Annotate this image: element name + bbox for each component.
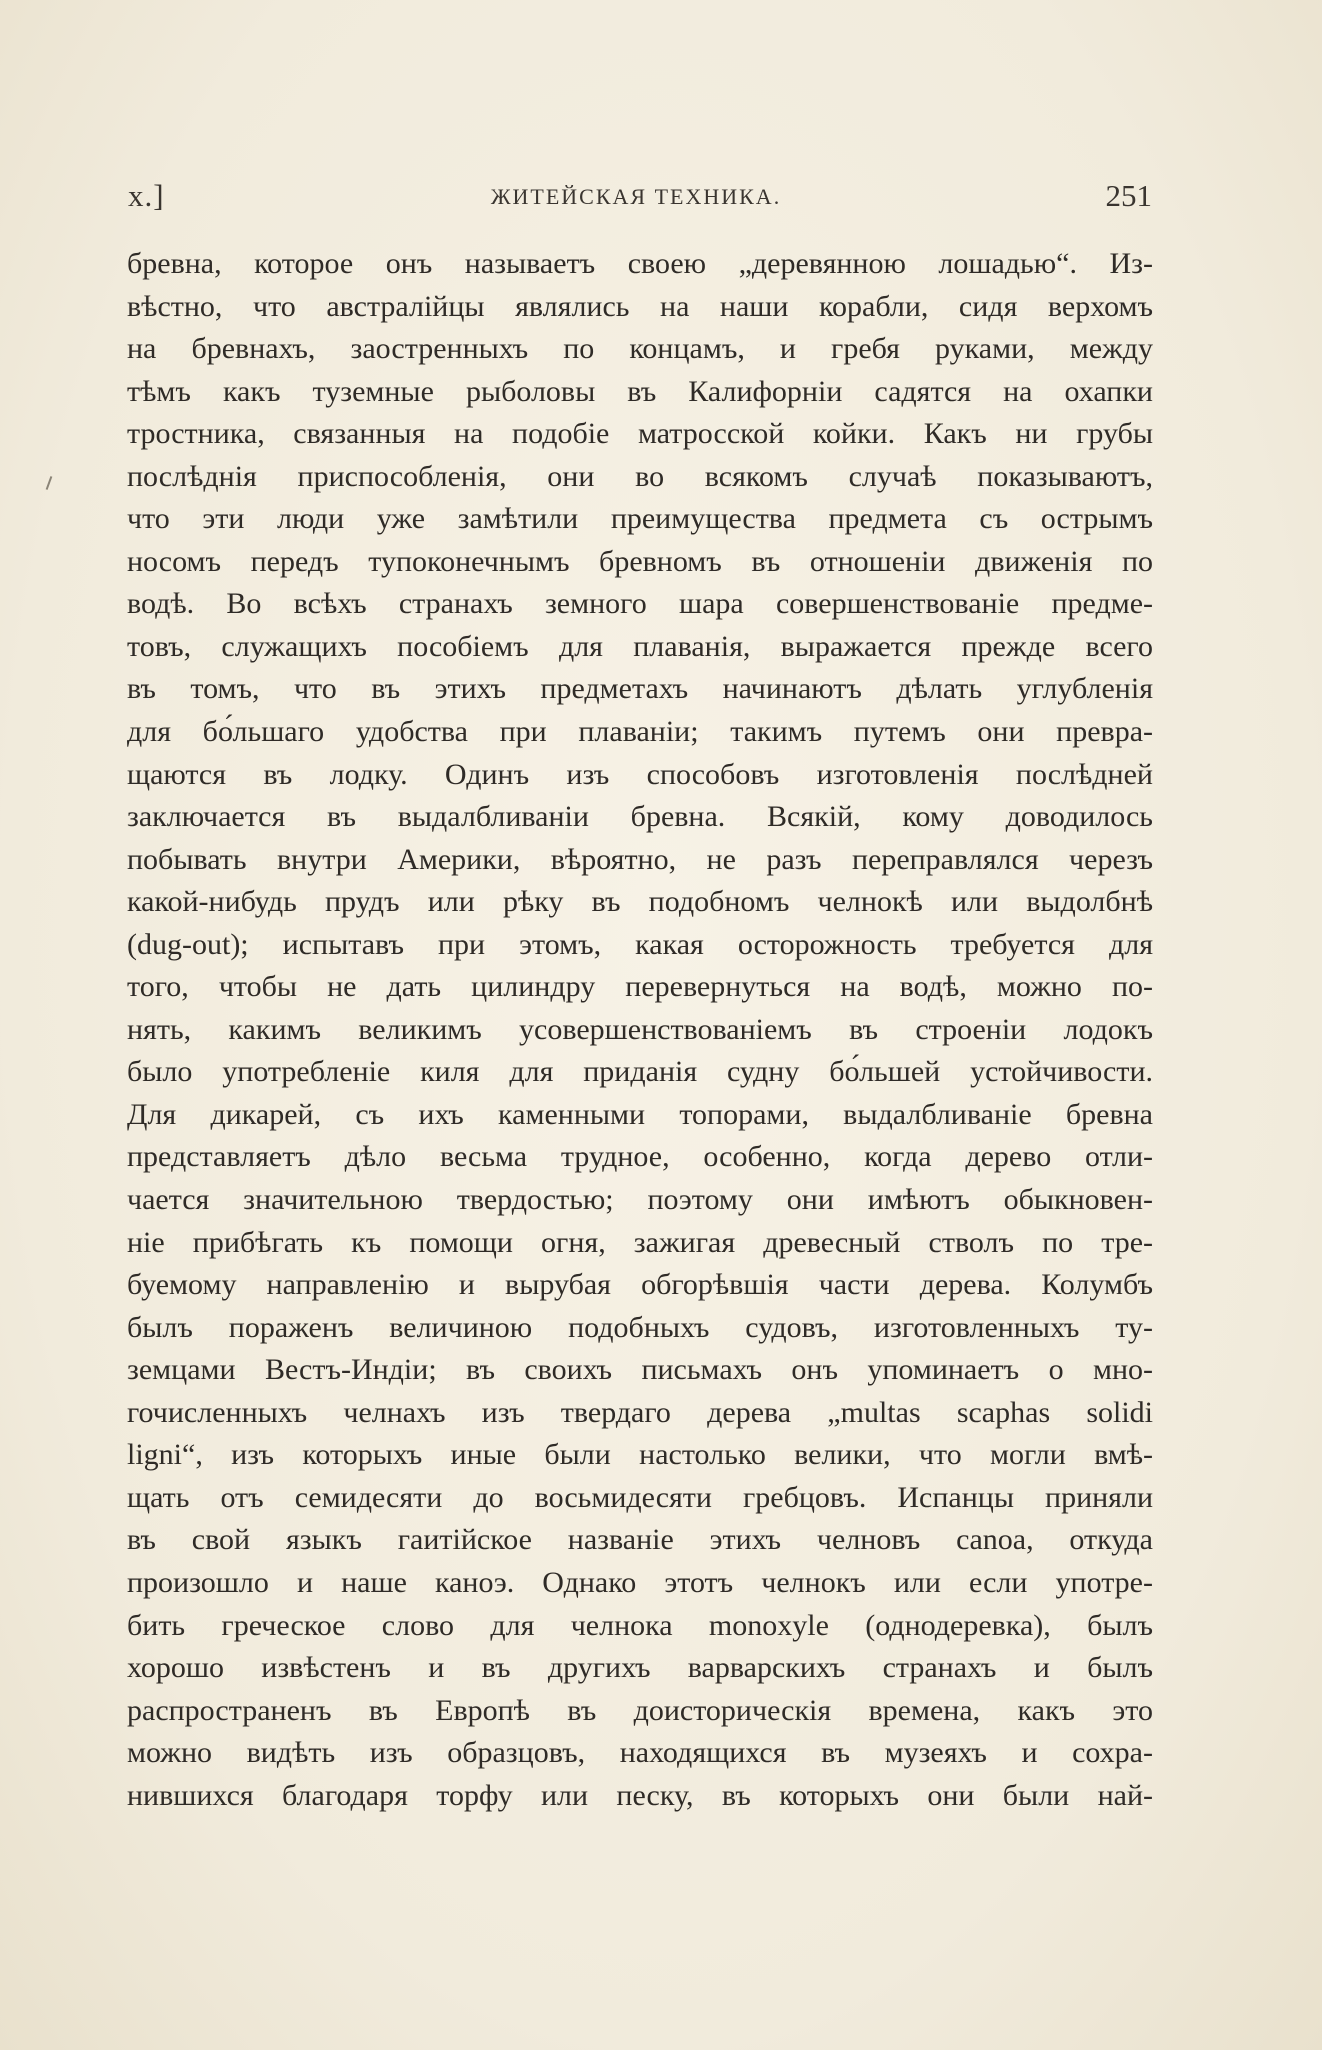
margin-mark <box>46 476 53 490</box>
text-line: произошло и наше каноэ. Однако этотъ челнокъ или если употре- <box>127 1565 1153 1599</box>
body-text <box>127 243 1153 1817</box>
chapter-marker: x.] <box>128 178 165 213</box>
text-line: (dug-out); испытавъ при этомъ, какая осторожность требуется для <box>127 927 1153 961</box>
text-line: распространенъ въ Европѣ въ доисторическія времена, какъ это <box>127 1693 1153 1727</box>
text-line: какой-нибудь прудъ или рѣку въ подобномъ челнокѣ или выдолбнѣ <box>127 885 1153 919</box>
running-title: ЖИТЕЙСКАЯ ТЕХНИКА. <box>490 184 782 209</box>
text-line: послѣднія приспособленія, они во всякомъ случаѣ показываютъ, <box>127 459 1153 493</box>
text-line: щать отъ семидесяти до восьмидесяти гребцовъ. Испанцы приняли <box>127 1480 1153 1514</box>
running-header <box>120 178 1152 222</box>
text-line: чается значительною твердостью; поэтому они имѣютъ обыкновен- <box>127 1183 1153 1217</box>
text-line: на бревнахъ, заостренныхъ по концамъ, и гребя руками, между <box>127 332 1153 366</box>
text-line: ніе прибѣгать къ помощи огня, зажигая древесный стволъ по тре- <box>127 1225 1153 1259</box>
page-number: 251 <box>1105 178 1152 213</box>
text-line: носомъ передъ тупоконечнымъ бревномъ въ отношеніи движенія по <box>127 544 1153 578</box>
text-line: того, чтобы не дать цилиндру перевернуться на водѣ, можно по- <box>127 970 1153 1004</box>
text-line: водѣ. Во всѣхъ странахъ земного шара совершенствованіе предме- <box>127 587 1153 621</box>
text-line: заключается въ выдалбливаніи бревна. Всякій, кому доводилось <box>127 800 1153 834</box>
text-line: для бо́льшаго удобства при плаваніи; такимъ путемъ они превра- <box>127 715 1153 749</box>
text-line: что эти люди уже замѣтили преимущества предмета съ острымъ <box>127 502 1153 536</box>
text-line: нившихся благодаря торфу или песку, въ которыхъ они были най- <box>127 1778 1153 1812</box>
text-line: бить греческое слово для челнока monoxyle (однодеревка), былъ <box>127 1608 1153 1642</box>
text-line: Для дикарей, съ ихъ каменными топорами, выдалбливаніе бревна <box>127 1097 1153 1131</box>
text-line: въ томъ, что въ этихъ предметахъ начинаютъ дѣлать углубленія <box>127 672 1153 706</box>
text-line: побывать внутри Америки, вѣроятно, не разъ переправлялся черезъ <box>127 842 1153 876</box>
text-line: нять, какимъ великимъ усовершенствованіемъ въ строеніи лодокъ <box>127 1012 1153 1046</box>
text-line: хорошо извѣстенъ и въ другихъ варварскихъ странахъ и былъ <box>127 1651 1153 1685</box>
text-line: было употребленіе киля для приданія судну бо́льшей устойчивости. <box>127 1055 1153 1089</box>
text-line: тростника, связанныя на подобіе матросской койки. Какъ ни грубы <box>127 417 1153 451</box>
text-line: представляетъ дѣло весьма трудное, особенно, когда дерево отли- <box>127 1140 1153 1174</box>
text-line: вѣстно, что австралійцы являлись на наши корабли, сидя верхомъ <box>127 289 1153 323</box>
text-line: можно видѣть изъ образцовъ, находящихся въ музеяхъ и сохра- <box>127 1736 1153 1770</box>
text-line: земцами Вестъ-Индіи; въ своихъ письмахъ онъ упоминаетъ о мно- <box>127 1353 1153 1387</box>
text-line: былъ пораженъ величиною подобныхъ судовъ, изготовленныхъ ту- <box>127 1310 1153 1344</box>
text-line: гочисленныхъ челнахъ изъ твердаго дерева „multas scaphas solidi <box>127 1395 1153 1429</box>
text-line: щаются въ лодку. Одинъ изъ способовъ изготовленія послѣдней <box>127 757 1153 791</box>
text-line: тѣмъ какъ туземные рыболовы въ Калифорніи садятся на охапки <box>127 374 1153 408</box>
text-line: буемому направленію и вырубая обгорѣвшія части дерева. Колумбъ <box>127 1268 1153 1302</box>
text-line: ligni“, изъ которыхъ иные были настолько велики, что могли вмѣ- <box>127 1438 1153 1472</box>
text-line: бревна, которое онъ называетъ своею „деревянною лошадью“. Из- <box>127 247 1153 280</box>
text-line: въ свой языкъ гаитійское названіе этихъ челновъ canoa, откуда <box>127 1523 1153 1557</box>
text-line: товъ, служащихъ пособіемъ для плаванія, выражается прежде всего <box>127 629 1153 663</box>
